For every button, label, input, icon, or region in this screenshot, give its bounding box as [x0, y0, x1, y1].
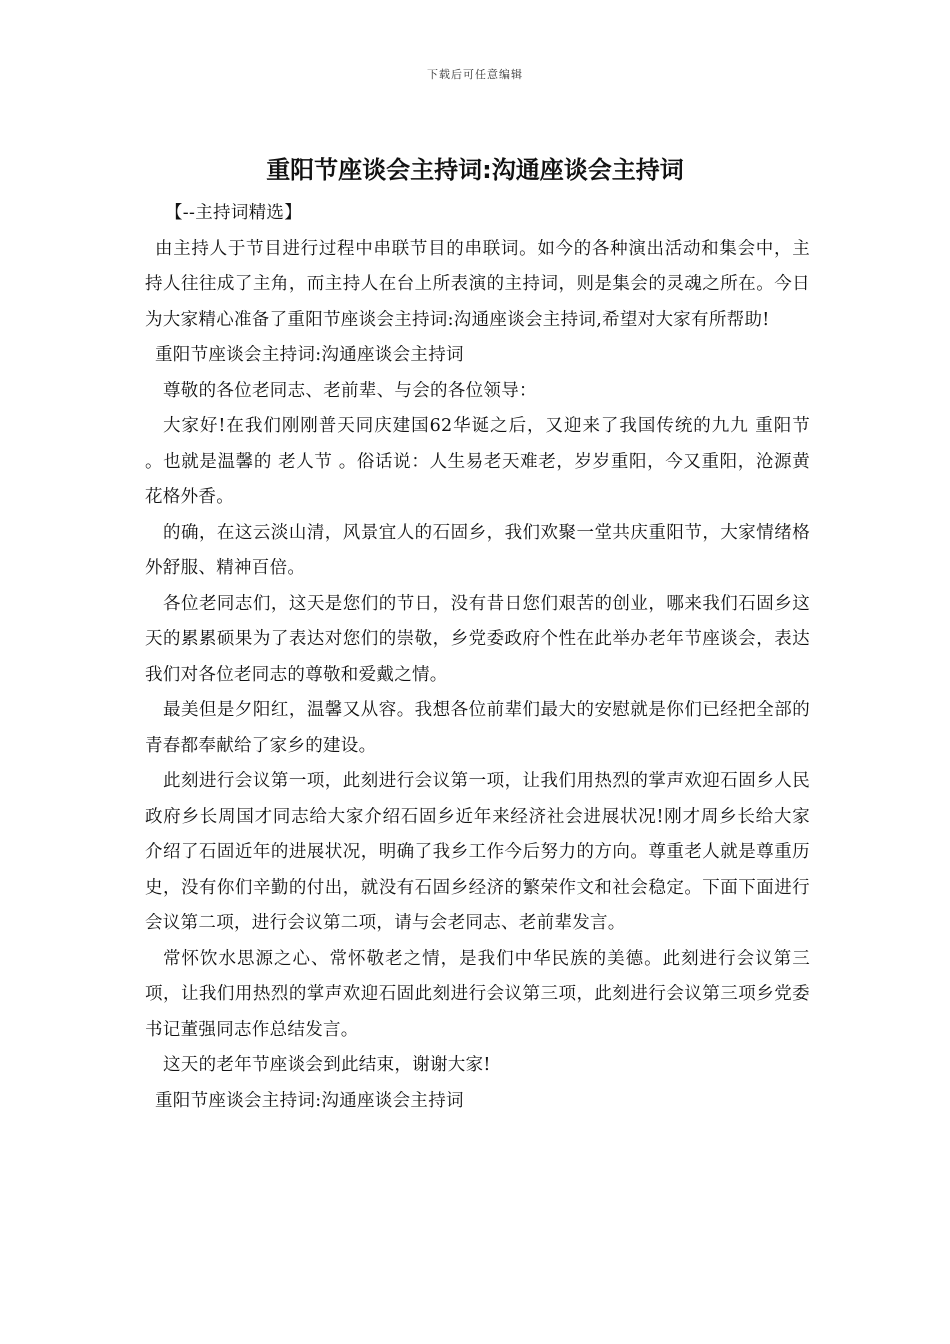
paragraph-subtitle: 重阳节座谈会主持词:沟通座谈会主持词: [155, 345, 464, 365]
category-tag: 【--主持词精选】: [165, 203, 303, 223]
paragraph-greeting: 大家好!在我们刚刚普天同庆建国62华诞之后，又迎来了我国传统的九九 重阳节 。也就是温馨的 老人节 。俗话说：人生易老天难老，岁岁重阳，今又重阳，沧源黄花格外香。: [145, 416, 810, 507]
paragraph-intro: 由主持人于节目进行过程中串联节目的串联词。如今的各种演出活动和集会中，主持人往往成了主角，而主持人在台上所表演的主持词，则是集会的灵魂之所在。今日为大家精心准备了重阳节座谈会主持词:沟通座谈会主持词,希望对大家有所帮助!: [145, 238, 810, 330]
document-title: 重阳节座谈会主持词:沟通座谈会主持词: [266, 156, 684, 184]
paragraph-agenda-3: 常怀饮水思源之心、常怀敬老之情，是我们中华民族的美德。此刻进行会议第三项，让我们用热烈的掌声欢迎石固此刻进行会议第三项，此刻进行会议第三项乡党委书记董强同志作总结发言。: [145, 948, 810, 1040]
paragraph-sunset: 最美但是夕阳红，温馨又从容。我想各位前辈们最大的安慰就是你们已经把全部的青春都奉献给了家乡的建设。: [145, 700, 810, 756]
paragraph-scenery: 的确，在这云淡山清，风景宜人的石固乡，我们欢聚一堂共庆重阳节，大家情绪格外舒服、精神百倍。: [145, 522, 810, 578]
paragraph-closing: 这天的老年节座谈会到此结束，谢谢大家!: [163, 1055, 491, 1075]
paragraph-agenda-1-2: 此刻进行会议第一项，此刻进行会议第一项，让我们用热烈的掌声欢迎石固乡人民政府乡长周国才同志给大家介绍石固乡近年来经济社会进展状况!刚才周乡长给大家介绍了石固近年的进展状况，明确了我乡工作今后努力的方向。尊重老人就是尊重历史，没有你们辛勤的付出，就没有石固乡经济的繁荣作文和社会稳定。下面下面进行会议第二项，进行会议第二项，请与会老同志、老前辈发言。: [145, 771, 810, 933]
document-body: [145, 196, 810, 1119]
paragraph-tribute: 各位老同志们，这天是您们的节日，没有昔日您们艰苦的创业，哪来我们石固乡这天的累累硕果为了表达对您们的崇敬，乡党委政府个性在此举办老年节座谈会，表达我们对各位老同志的尊敬和爱戴之情。: [145, 593, 810, 685]
paragraph-footer-title: 重阳节座谈会主持词:沟通座谈会主持词: [155, 1090, 464, 1111]
header-note: 下载后可任意编辑: [427, 68, 523, 81]
paragraph-salutation: 尊敬的各位老同志、老前辈、与会的各位领导：: [163, 380, 537, 401]
